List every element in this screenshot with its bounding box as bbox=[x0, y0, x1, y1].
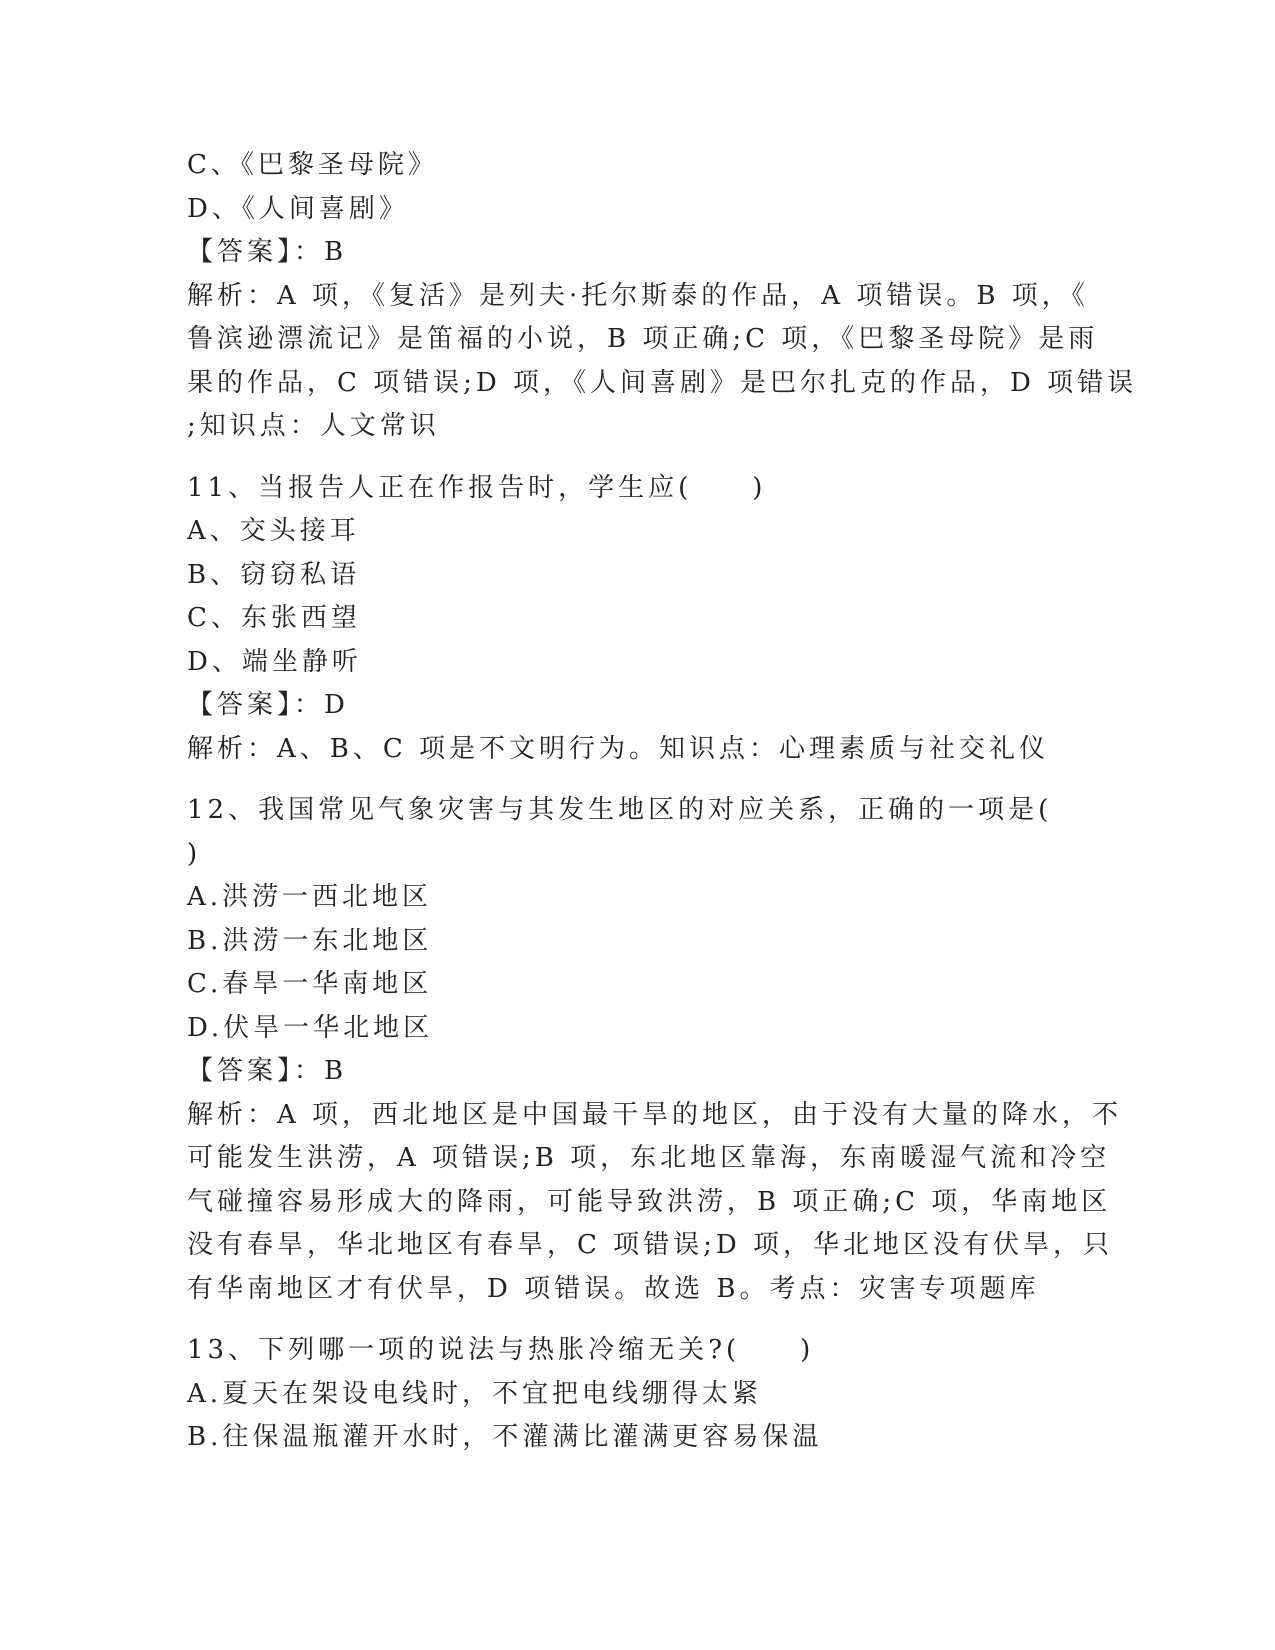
question-10-tail bbox=[187, 144, 1138, 449]
explanation-line: 解析：A 项，西北地区是中国最干旱的地区，由于没有大量的降水，不 bbox=[187, 1099, 1123, 1130]
option-c: C、《巴黎圣母院》 bbox=[187, 150, 438, 180]
option-b: B.往保温瓶灌开水时，不灌满比灌满更容易保温 bbox=[187, 1422, 823, 1452]
question-13 bbox=[187, 1329, 1087, 1460]
question-stem: 13、下列哪一项的说法与热胀冷缩无关?( ) bbox=[187, 1335, 815, 1365]
question-12 bbox=[187, 789, 1123, 1311]
explanation-line: 解析：A 项，《复活》是列夫·托尔斯泰的作品，A 项错误。B 项，《 bbox=[187, 280, 1089, 311]
option-a: A.洪涝一西北地区 bbox=[187, 882, 433, 912]
explanation-line: 鲁滨逊漂流记》是笛福的小说，B 项正确;C 项，《巴黎圣母院》是雨 bbox=[187, 324, 1099, 354]
option-d: D、《人间喜剧》 bbox=[187, 193, 409, 224]
question-stem: 12、我国常见气象灾害与其发生地区的对应关系，正确的一项是( bbox=[187, 795, 1053, 825]
answer-line: 【答案】：B bbox=[187, 1056, 348, 1086]
option-d: D、端坐静听 bbox=[187, 646, 362, 677]
explanation-line: 没有春旱，华北地区有春旱，C 项错误;D 项，华北地区没有伏旱，只 bbox=[187, 1230, 1114, 1260]
option-a: A.夏天在架设电线时，不宜把电线绷得太紧 bbox=[187, 1378, 763, 1409]
explanation-line: 解析：A、B、C 项是不文明行为。知识点：心理素质与社交礼仪 bbox=[187, 733, 1050, 764]
question-11 bbox=[187, 467, 1087, 772]
explanation-line: 果的作品，C 项错误;D 项，《人间喜剧》是巴尔扎克的作品，D 项错误 bbox=[187, 367, 1138, 398]
block-spacer bbox=[187, 1311, 1087, 1329]
question-stem: ) bbox=[187, 838, 202, 869]
option-d: D.伏旱一华北地区 bbox=[187, 1012, 434, 1043]
answer-line: 【答案】：B bbox=[187, 237, 348, 267]
question-stem: 11、当报告人正在作报告时，学生应( ) bbox=[187, 472, 767, 503]
option-a: A、交头接耳 bbox=[187, 516, 360, 546]
explanation-line: ;知识点：人文常识 bbox=[187, 411, 440, 441]
explanation-line: 有华南地区才有伏旱，D 项错误。故选 B。考点：灾害专项题库 bbox=[187, 1273, 1040, 1304]
option-c: C.春旱一华南地区 bbox=[187, 969, 433, 999]
explanation-line: 可能发生洪涝，A 项错误;B 项，东北地区靠海，东南暖湿气流和冷空 bbox=[187, 1143, 1111, 1173]
answer-line: 【答案】：D bbox=[187, 690, 349, 720]
option-c: C、东张西望 bbox=[187, 603, 361, 633]
explanation-line: 气碰撞容易形成大的降雨，可能导致洪涝，B 项正确;C 项，华南地区 bbox=[187, 1186, 1112, 1217]
block-spacer bbox=[187, 449, 1087, 467]
option-b: B、窃窃私语 bbox=[187, 559, 361, 590]
block-spacer bbox=[187, 771, 1087, 789]
option-b: B.洪涝一东北地区 bbox=[187, 925, 433, 956]
document-content bbox=[187, 144, 1138, 1460]
